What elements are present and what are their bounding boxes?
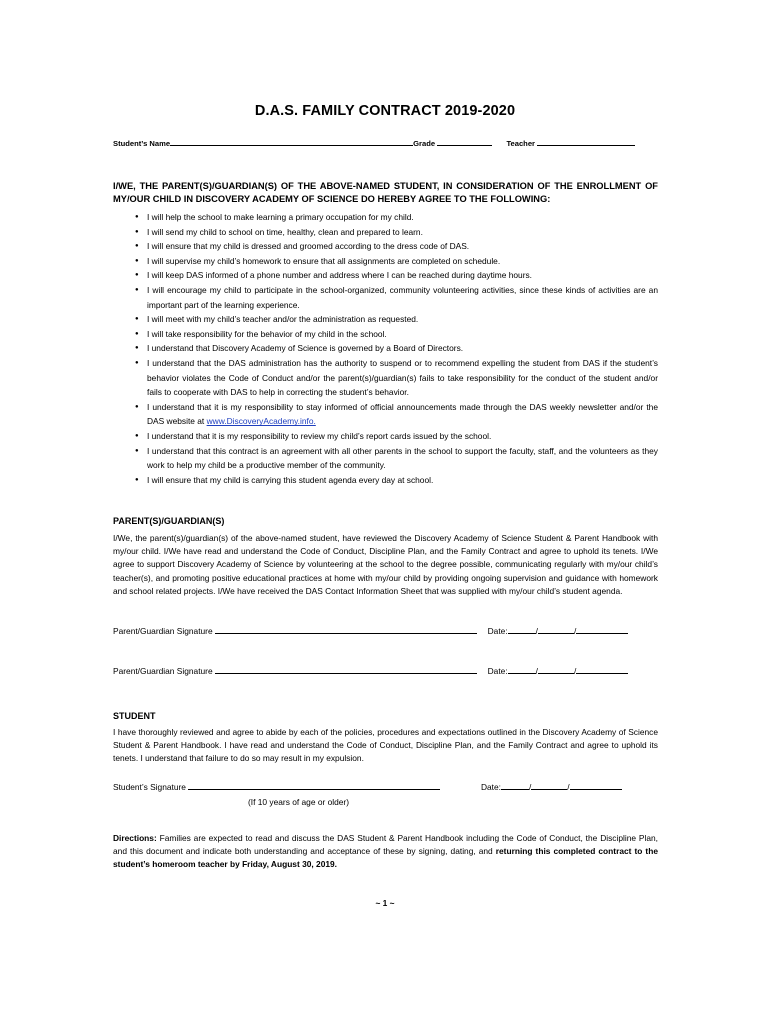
student-signature-field[interactable]: [188, 780, 440, 790]
teacher-label: Teacher: [506, 139, 535, 148]
grade-label: Grade: [413, 139, 436, 148]
list-item: ● I understand that this contract is an agreement with all other parents in the school to support the faculty, staff, and the volunteers as they work to help my child be a productive member of the community.: [113, 444, 658, 473]
directions-text: Families are expected to read and discuss the DAS Student & Parent Handbook including the Code of Conduct, the Discipline Plan, and this document and indicate both understanding and acceptance of these by signing, dating, and: [113, 833, 658, 857]
date-year-field[interactable]: [576, 664, 628, 674]
date-month-field[interactable]: [508, 664, 536, 674]
date-day-field[interactable]: [531, 780, 567, 790]
student-section-heading: STUDENT: [113, 711, 156, 721]
directions-label: Directions:: [113, 833, 157, 843]
list-item: ● I understand that it is my responsibility to review my child’s report cards issued by the school.: [113, 429, 658, 444]
list-item: ● I will supervise my child’s homework to ensure that all assignments are completed on schedule.: [113, 254, 658, 269]
list-item: ● I understand that the DAS administration has the authority to suspend or to recommend expelling the student from DAS if the student’s behavior violates the Code of Conduct and/or the parent(s)/guardian(s) fails to take responsibility for the conduct of the student and/or fails to cooperate with DAS to help in correcting the student’s behavior.: [113, 356, 658, 400]
list-item: ● I will help the school to make learning a primary occupation for my child.: [113, 210, 658, 225]
agreement-list: [113, 210, 658, 487]
grade-field[interactable]: [437, 136, 492, 146]
parent-signature-row-2: Parent/Guardian Signature Date: / /: [113, 664, 658, 676]
list-item: ● I will take responsibility for the behavior of my child in the school.: [113, 327, 658, 342]
list-item: ● I understand that Discovery Academy of Science is governed by a Board of Directors.: [113, 341, 658, 356]
parent-section-heading: PARENT(S)/GUARDIAN(S): [113, 516, 225, 526]
date-label: Date:: [487, 666, 508, 676]
parent-signature-label: Parent/Guardian Signature: [113, 626, 213, 636]
student-info-line: [113, 136, 653, 148]
date-year-field[interactable]: [570, 780, 622, 790]
parent-signature-row-1: Parent/Guardian Signature Date: / /: [113, 624, 658, 636]
student-name-label: Student’s Name: [113, 139, 171, 148]
page-title: D.A.S. FAMILY CONTRACT 2019-2020: [254, 103, 516, 119]
directions-bold-text: returning this completed contract to the student’s homeroom teacher by Friday, August 30, 2019.: [113, 846, 658, 870]
list-item-website: [113, 400, 658, 429]
student-name-field[interactable]: [170, 136, 413, 146]
directions-paragraph: [113, 832, 658, 872]
list-item: ● I will keep DAS informed of a phone number and address where I can be reached during daytime hours.: [113, 268, 658, 283]
age-note: (If 10 years of age or older): [248, 797, 350, 807]
parent-signature-field[interactable]: [215, 664, 477, 674]
teacher-field[interactable]: [537, 136, 635, 146]
student-signature-label: Student’s Signature: [113, 782, 186, 792]
list-item: ● I will meet with my child’s teacher and/or the administration as requested.: [113, 312, 658, 327]
date-year-field[interactable]: [576, 624, 628, 634]
agreement-heading: I/WE, THE PARENT(S)/GUARDIAN(S) OF THE ABOVE-NAMED STUDENT, IN CONSIDERATION OF THE ENROLLMENT OF MY/OUR CHILD IN DISCOVERY ACADEMY OF SCIENCE DO HEREBY AGREE TO THE FOLLOWING:: [113, 181, 658, 204]
parent-signature-label: Parent/Guardian Signature: [113, 666, 213, 676]
student-section-text: I have thoroughly reviewed and agree to abide by each of the policies, procedures and expectations outlined in the Discovery Academy of Science Student & Parent Handbook. I have read and understand the Code of Conduct, Discipline Plan, and the Family Contract and agree to uphold its tenets. I understand that failure to do so may result in my expulsion.: [113, 727, 658, 764]
list-item: ● I will send my child to school on time, healthy, clean and prepared to learn.: [113, 225, 658, 240]
list-item: ● I will encourage my child to participate in the school-organized, community volunteering activities, since these kinds of activities are an important part of the learning experience.: [113, 283, 658, 312]
parent-section-text: I/We, the parent(s)/guardian(s) of the above-named student, have reviewed the Discovery Academy of Science Student & Parent Handbook with my/our child. I/We have read and understand the Code of Conduct, Discipline Plan, and the Family Contract and agree to uphold its tenets. I/We agree to support Discovery Academy of Science by volunteering at the school to the degree possible, communicating regularly with my/our child’s teacher(s), and promoting positive educational practices at home with my/our child by providing ongoing supervision and guidance with homework and school related projects. I/We have received the DAS Contact Information Sheet that was supplied with my/our child’s student agenda.: [113, 533, 658, 596]
list-item: ● I will ensure that my child is dressed and groomed according to the dress code of DAS.: [113, 239, 658, 254]
page-number: ~ 1 ~: [375, 898, 395, 908]
date-month-field[interactable]: [508, 624, 536, 634]
date-day-field[interactable]: [538, 664, 574, 674]
list-item: ● I will ensure that my child is carrying this student agenda every day at school.: [113, 473, 658, 488]
date-label: Date:: [480, 782, 501, 792]
student-signature-row: Student’s Signature Date: / /: [113, 780, 658, 792]
date-month-field[interactable]: [501, 780, 529, 790]
website-link[interactable]: www.DiscoveryAcademy.info.: [206, 416, 316, 427]
date-label: Date:: [487, 626, 508, 636]
parent-signature-field[interactable]: [215, 624, 477, 634]
website-text: I understand that it is my responsibility to stay informed of official announcements made through the DAS weekly newsletter and/or the DAS website at: [147, 401, 658, 427]
date-day-field[interactable]: [538, 624, 574, 634]
